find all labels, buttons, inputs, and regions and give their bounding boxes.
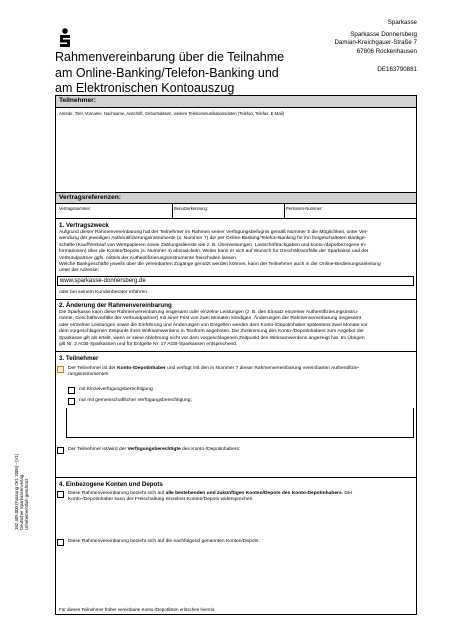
- text-line: Die Sparkasse kann diese Rahmenvereinbarung insgesamt oder einzelne Leistungen (z. B. den Einsatz einzelner Authentifizierungsinstru-: [59, 310, 359, 315]
- participant-band: [56, 96, 416, 107]
- divider: [55, 299, 417, 300]
- bank-city: 67806 Rockenhausen: [356, 47, 417, 55]
- section1-title: 1. Vertragszweck: [59, 222, 109, 229]
- text-line: dem vorgeschlagenen Zeitpunkt ihres Wirksamwerdens in Textform angeboten. Die Zustimmung des Konto-/Depotinhabers zum Angebot der: [59, 329, 364, 335]
- column-divider: [284, 204, 285, 218]
- text-span: des Konto-/Depotinhabers:: [180, 447, 241, 452]
- text-line: Konto-/Depotinhaber kann der Freischaltung einzelner Konten/Depots widersprechen.: [68, 497, 254, 503]
- column-divider: [172, 204, 173, 218]
- divider: [55, 203, 417, 204]
- contract-number-label: Vertragsnummer:: [59, 206, 92, 211]
- side-note-line: 182 405.000 (Fassung Okt. 2009) - (V1): [14, 453, 19, 530]
- divider: [55, 218, 417, 219]
- section3-option1: [68, 366, 412, 379]
- participant-heading: Teilnehmer:: [59, 97, 96, 104]
- text-line: rungsinstrumenten: [68, 372, 109, 378]
- section4-footer: Für diesen Teilnehmer früher vereinbarte Konto-/Depotlisten erlöschen hiermit.: [59, 607, 216, 612]
- text-span-bold: Konto-/Depotinhaber: [117, 366, 166, 371]
- participant-authorized-checkbox[interactable]: [57, 447, 64, 454]
- contract-heading: Vertragsreferenzen:: [59, 194, 121, 201]
- text-span-bold: Verfügungsberechtigte: [127, 447, 181, 452]
- section3-title: 3. Teilnehmer: [59, 355, 99, 362]
- text-span: Der Teilnehmer ist/wird der: [68, 447, 128, 452]
- section4-option2: Diese Rahmenvereinbarung bezieht sich auf die nachfolgend genannten Konten/Depots:: [68, 539, 260, 544]
- bank-street: Damian-Kreichgauer-Straße 7: [334, 39, 417, 47]
- text-line: Sparkasse gilt als erteilt, wenn er seine Ablehnung nicht vor dem vorgeschlagenen Zeitpunkt des Wirksamwerdens angezeigt hat. Im Übrigen: [59, 335, 365, 341]
- joint-authority-checkbox[interactable]: [68, 398, 75, 405]
- participant-owner-checkbox[interactable]: [57, 366, 64, 373]
- contract-band: [56, 193, 416, 203]
- text-line: schäfte (Kauf/Verkauf von Wertpapieren sowie Zahlungsdienste wie z. B. Überweisungen, Lastschriftrückgaben und konto-/depotbezogene In-: [59, 242, 367, 248]
- section3-option2: [68, 447, 240, 453]
- bank-name: Sparkasse Donnersberg: [350, 30, 417, 38]
- all-accounts-checkbox[interactable]: [57, 491, 64, 498]
- page-title: [55, 50, 345, 97]
- participant-fields-label: Anrede, Titel, Vorname, Nachname, Anschrift, Geburtsdatum, weitere Telekommunikationsdaten (Telefon, Telefax, E-Mail): [59, 111, 284, 116]
- text-span: . Der: [341, 491, 353, 496]
- bank-label: Sparkasse: [387, 19, 417, 26]
- url-value: www.sparkasse-donnersberg.de: [60, 278, 146, 284]
- section1-text: [59, 230, 412, 275]
- section4-title: 4. Einbezogene Konten und Depots: [59, 481, 163, 488]
- divider: [55, 351, 417, 352]
- document-number: DE163790881: [377, 66, 417, 73]
- participant-input-area[interactable]: [56, 118, 416, 192]
- authority-notes-field[interactable]: [66, 408, 414, 438]
- section4-option1: [68, 491, 412, 504]
- text-span: und verfügt mit den in Nummer 7 dieser Rahmenvereinbarung vereinbarten Authentifizie-: [165, 366, 360, 371]
- single-authority-checkbox[interactable]: [68, 387, 75, 394]
- section2-text: [59, 310, 412, 348]
- title-line-3: am Elektronischen Kontoauszug: [55, 81, 235, 95]
- person-number-label: Personen-Nummer:: [286, 206, 323, 211]
- text-line: Welche Bankgeschäfte jeweils über die vereinbarten Zugänge genutzt werden können, kann der Teilnehmer auch in der Online-Bedienungsanleitung: [59, 262, 381, 268]
- joint-authority-label: nur mit gemeinschaftlicher Verfügungsberechtigung;: [79, 398, 192, 403]
- text-span: Diese Rahmenvereinbarung bezieht sich auf: [68, 491, 166, 496]
- title-line-1: Rahmenvereinbarung über die Teilnahme: [55, 50, 285, 64]
- text-span: Der Teilnehmer ist der: [68, 366, 118, 371]
- divider: [55, 477, 417, 478]
- sparkasse-logo-icon: [58, 28, 72, 48]
- text-line: wendung der jeweiligen Authentifizierungsinstrumente (s. Nummer 7) die per Online-Banking/Telefon-Banking für ihn freigeschalteten Bankge-: [59, 236, 367, 242]
- url-field[interactable]: [57, 276, 414, 286]
- selected-accounts-checkbox[interactable]: [57, 539, 64, 546]
- side-note: [14, 454, 30, 530]
- accounts-list-field[interactable]: [66, 547, 414, 605]
- bank-address: [334, 19, 417, 56]
- section1-after-url: oder bei seinem Kundenberater erfahren.: [59, 290, 149, 295]
- text-line: Verbundpartner ggfs. mittels der Authentifizierungsinstrumente freischalten lassen.: [59, 255, 238, 261]
- user-id-label: Benutzerkennung:: [174, 206, 208, 211]
- side-note-line: Urheberrechtlich geschützt: [24, 478, 30, 530]
- section2-title: 2. Änderung der Rahmenvereinbarung: [59, 302, 172, 309]
- text-line: Aufgrund dieser Rahmenvereinbarung hat der Teilnehmer im Rahmen seiner Verfügungsbefugnis gemäß Nummer 5 die Möglichkeit, unter Ver-: [59, 230, 368, 235]
- side-note-line: Deutscher Sparkassenverlag: [19, 474, 25, 530]
- text-line: mente, Geschäftsvorfälle der Verbundpartner) mit einer Frist von zwei Monaten kündigen. Änderungen der Rahmenvereinbarung insgesamt: [59, 316, 362, 322]
- text-span-bold: alle bestehenden und zukünftigen Konten/Depots des Konto-Depotinhabers: [165, 491, 342, 496]
- divider: [55, 107, 417, 108]
- text-line: formationen) über die Konten/Depots (s. Nummer 4) abzuwickeln. Weiter kann er sich auf Wunsch für Geschäftsvorfälle der Sparkasse und der: [59, 249, 369, 255]
- text-line: oder einzelner Leistungen sowie die Einführung und Änderungen von Entgelten werden dem Konto-/Depotinhaber spätestens zwei Monate vor: [59, 322, 368, 328]
- text-line: gilt Nr. 2 AGB-Sparkassen und für Entgelte Nr. 17 AGB-Sparkassen entsprechend.: [59, 342, 238, 348]
- title-line-2: am Online-Banking/Telefon-Banking und: [55, 65, 279, 80]
- single-authority-label: mit Einzelverfügungsberechtigung: [79, 387, 153, 392]
- text-line: unter der Adresse:: [59, 268, 99, 274]
